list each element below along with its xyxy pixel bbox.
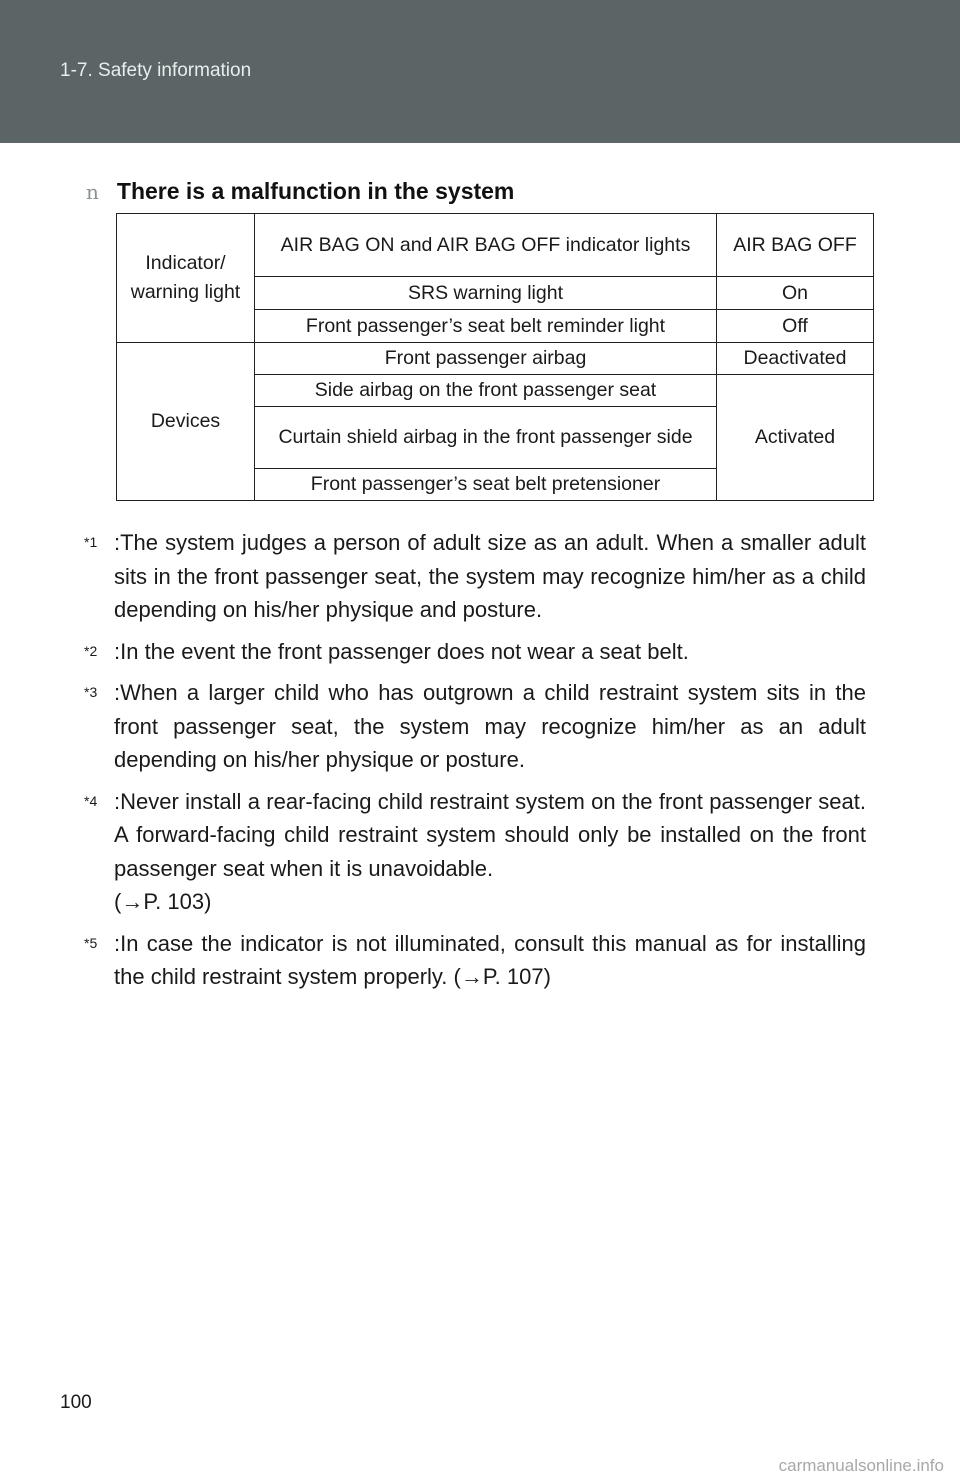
footnote — [84, 785, 866, 919]
bullet-marker: n — [86, 179, 99, 204]
footnote-marker: *3 — [84, 684, 98, 700]
table-row — [117, 214, 874, 277]
table-cell-item: Curtain shield airbag in the front passenger side — [255, 407, 717, 469]
table-cell-state: AIR BAG OFF — [717, 214, 874, 277]
footnote-marker: *5 — [84, 934, 98, 951]
status-table — [116, 213, 874, 501]
page-header — [0, 0, 960, 143]
footnote-text: :In case the indicator is not illuminated, consult this manual as for installing the child restraint system properly. — [114, 930, 866, 989]
table-cell-state: Off — [717, 310, 874, 343]
table-cell-state: On — [717, 277, 874, 310]
footnote-text: :In the event the front passenger does not wear a seat belt. — [114, 638, 689, 664]
footnote — [84, 927, 866, 994]
section-heading — [86, 178, 514, 205]
page-reference-link[interactable]: (→P. 103) — [114, 889, 212, 914]
footnotes — [84, 526, 866, 1002]
group-label-indicator: Indicator/ warning light — [117, 214, 255, 343]
footnote — [84, 635, 866, 669]
footnote-text: :When a larger child who has outgrown a child restraint system sits in the front passenger seat, the system may recognize him/her as an adult depending on his/her physique or posture. — [114, 680, 866, 772]
footnote-marker: *1 — [84, 534, 98, 550]
table-cell-item: SRS warning light — [255, 277, 717, 310]
footnote — [84, 526, 866, 627]
page-number: 100 — [60, 1392, 92, 1413]
section-title: 1-7. Safety information — [60, 60, 252, 81]
footnote-marker: *2 — [84, 642, 98, 659]
table-cell-item: Front passenger’s seat belt pretensioner — [255, 469, 717, 501]
table-cell-item: Front passenger airbag — [255, 343, 717, 375]
footnote — [84, 676, 866, 777]
table-cell-state: Deactivated — [717, 343, 874, 375]
footnote-marker: *4 — [84, 792, 98, 809]
table-row — [117, 343, 874, 375]
table-cell-item: Front passenger’s seat belt reminder light — [255, 310, 717, 343]
footnote-text: :Never install a rear-facing child restraint system on the front passenger seat. A forward-facing child restraint system should only be installed on the front passenger seat when it is unavoidable. — [114, 788, 866, 881]
footnote-text: :The system judges a person of adult size as an adult. When a smaller adult sits in the front passenger seat, the system may recognize him/her as a child depending on his/her physique and posture. — [114, 530, 866, 622]
table-cell-state: Activated — [717, 375, 874, 501]
page-reference-link[interactable]: (→P. 107) — [453, 964, 551, 989]
table-cell-item: Side airbag on the front passenger seat — [255, 375, 717, 407]
watermark: carmanualsonline.info — [778, 1456, 944, 1475]
heading-text: There is a malfunction in the system — [116, 178, 515, 204]
table-cell-item: AIR BAG ON and AIR BAG OFF indicator lights — [255, 214, 717, 277]
group-label-devices: Devices — [117, 343, 255, 501]
